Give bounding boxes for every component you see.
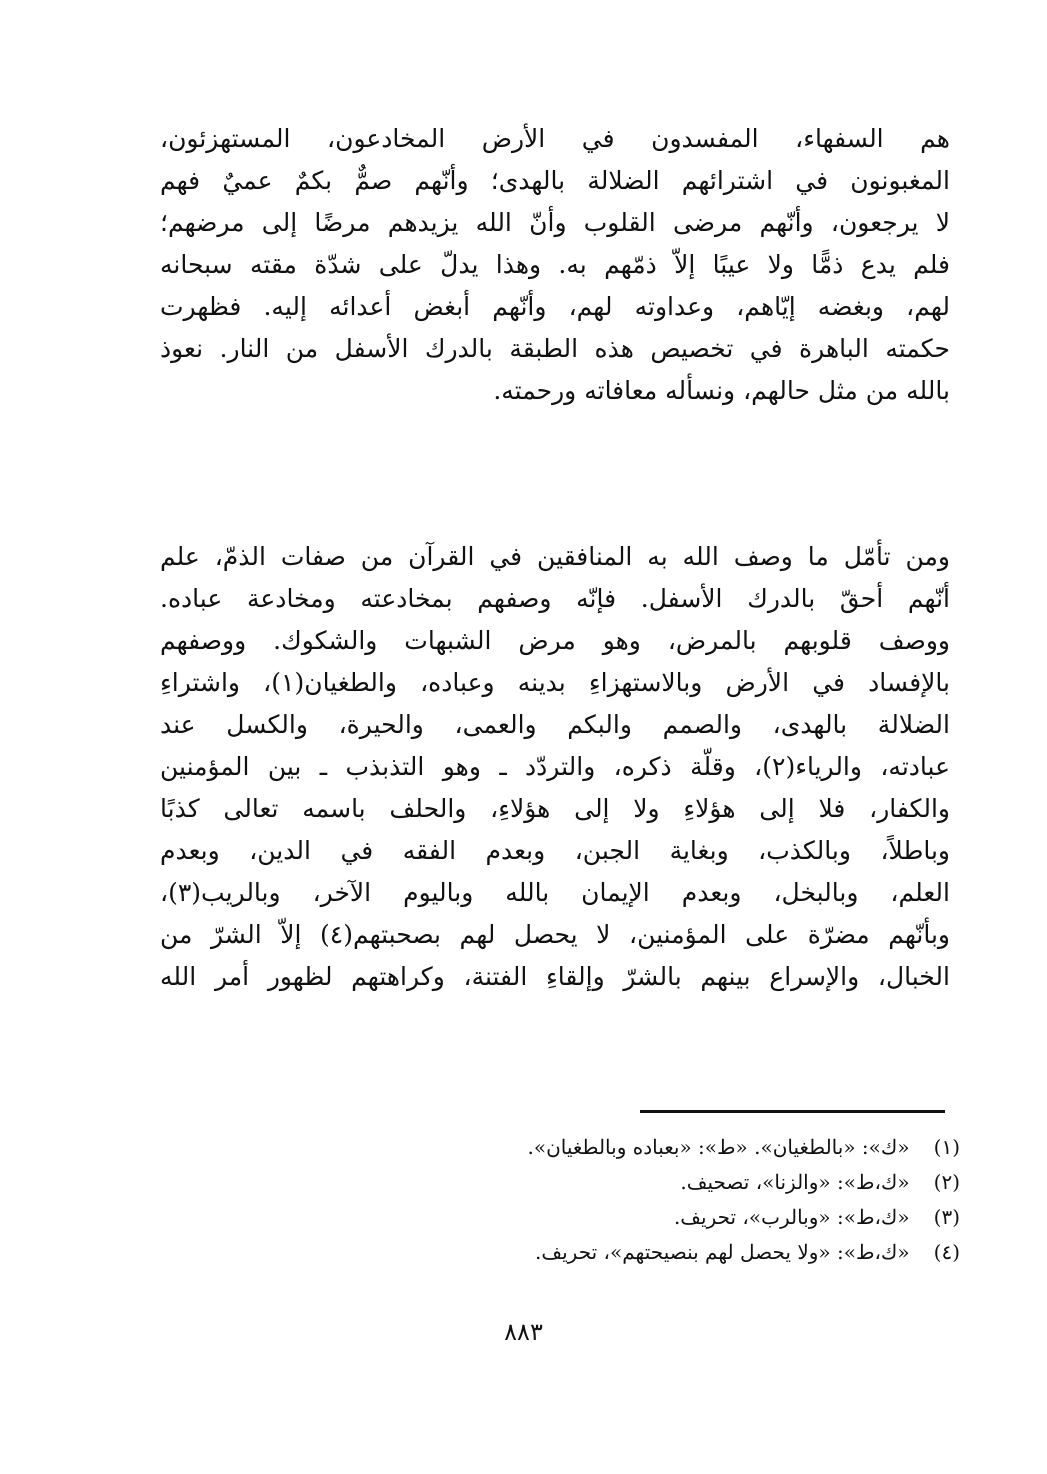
footnote-number: (٤) bbox=[933, 1240, 960, 1264]
footnote-text: «ك»: «بالطغيان». «ط»: «بعباده وبالطغيان». bbox=[527, 1135, 910, 1159]
text-line: والكفار، فلا إلى هؤلاءِ ولا إلى هؤلاءِ، والحلف باسمه تعالى كذبًا bbox=[160, 794, 950, 823]
footnote-text: «ك،ط»: «ولا يحصل لهم بنصيحتهم»، تحريف. bbox=[535, 1240, 910, 1264]
footnote-number: (٣) bbox=[933, 1205, 960, 1229]
footnotes bbox=[300, 1130, 960, 1270]
text-line: بالإفساد في الأرض وبالاستهزاءِ بدينه وعباده، والطغيان(١)، واشتراءِ bbox=[160, 668, 950, 697]
paragraph-2 bbox=[160, 536, 950, 998]
text-line: لا يرجعون، وأنّهم مرضى القلوب وأنّ الله يزيدهم مرضًا إلى مرضهم؛ bbox=[160, 208, 950, 237]
footnote-separator bbox=[640, 1110, 945, 1113]
text-line: هم السفهاء، المفسدون في الأرض المخادعون، المستهزئون، bbox=[160, 124, 950, 153]
text-line: العلم، وبالبخل، وبعدم الإيمان بالله وباليوم الآخر، وبالريب(٣)، bbox=[160, 878, 950, 907]
footnote-text: «ك،ط»: «وبالرب»، تحريف. bbox=[673, 1205, 910, 1229]
text-line: وباطلاً، وبالكذب، وبغاية الجبن، وبعدم الفقه في الدين، وبعدم bbox=[160, 836, 950, 865]
footnote-1 bbox=[300, 1130, 960, 1165]
text-line: ووصف قلوبهم بالمرض، وهو مرض الشبهات والشكوك. ووصفهم bbox=[160, 626, 950, 655]
footnote-text: «ك،ط»: «والزنا»، تصحيف. bbox=[680, 1170, 910, 1194]
text-line: أنّهم أحقّ بالدرك الأسفل. فإنّه وصفهم بمخادعته ومخادعة عباده. bbox=[160, 584, 950, 613]
text-line: الضلالة بالهدى، والصمم والبكم والعمى، والحيرة، والكسل عند bbox=[160, 710, 950, 739]
text-line: بالله من مثل حالهم، ونسأله معافاته ورحمته. bbox=[493, 376, 950, 405]
text-line: الخبال، والإسراع بينهم بالشرّ وإلقاءِ الفتنة، وكراهتهم لظهور أمر الله bbox=[160, 962, 950, 991]
text-line: وبأنّهم مضرّة على المؤمنين، لا يحصل لهم بصحبتهم(٤) إلاّ الشرّ من bbox=[160, 920, 950, 949]
paragraph-1 bbox=[160, 118, 950, 412]
footnote-3 bbox=[300, 1200, 960, 1235]
text-line: المغبونون في اشترائهم الضلالة بالهدى؛ وأنّهم صمٌّ بكمٌ عميٌ فهم bbox=[160, 166, 950, 195]
footnote-number: (٢) bbox=[933, 1170, 960, 1194]
text-line: فلم يدع ذمًّا ولا عيبًا إلاّ ذمّهم به. وهذا يدلّ على شدّة مقته سبحانه bbox=[160, 250, 950, 279]
footnote-2 bbox=[300, 1165, 960, 1200]
page-number: ٨٨٣ bbox=[504, 1318, 543, 1346]
text-line: حكمته الباهرة في تخصيص هذه الطبقة بالدرك الأسفل من النار. نعوذ bbox=[160, 334, 950, 363]
text-line: ومن تأمّل ما وصف الله به المنافقين في القرآن من صفات الذمّ، علم bbox=[160, 542, 950, 571]
footnote-number: (١) bbox=[933, 1135, 960, 1159]
footnote-4 bbox=[300, 1235, 960, 1270]
text-line: لهم، وبغضه إيّاهم، وعداوته لهم، وأنّهم أبغض أعدائه إليه. فظهرت bbox=[160, 292, 950, 321]
text-line: عبادته، والرياء(٢)، وقلّة ذكره، والتردّد ـ وهو التذبذب ـ بين المؤمنين bbox=[160, 752, 950, 781]
